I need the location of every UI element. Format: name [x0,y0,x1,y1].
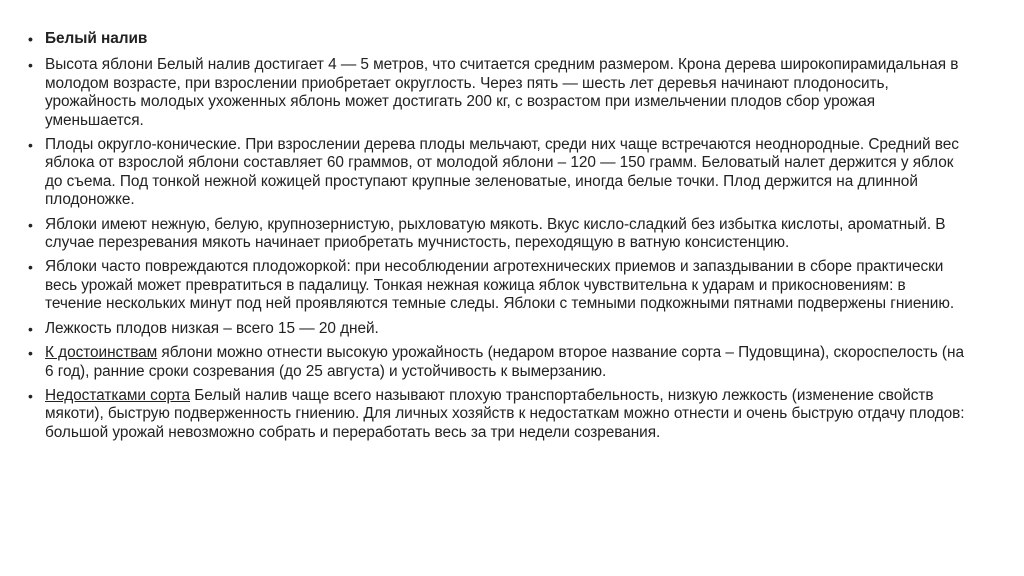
slide-title [26,30,966,48]
list-item-text: Высота яблони Белый налив достигает 4 — 5 метров, что считается средним размером. Крона дерева широкопирамидальная в молодом возрасте, при взрослении приобретает округлость. Через пять — шесть лет деревья начинают плодоносить, урожайность молодых ухоженных яблонь может достигать 200 кг, с возрастом при измельчении плодов сбор урожая уменьшается. [45,56,959,129]
slide-title-text: Белый налив [45,30,148,47]
list-item-storage [26,320,966,338]
bullet-dot: • [28,387,33,404]
list-item-text: яблони можно отнести высокую урожайность (недаром второе название сорта – Пудовщина), скороспелость (на 6 год), ранние сроки созревания (до 25 августа) и устойчивость к вымерзанию. [45,344,964,380]
list-item-damage [26,258,966,313]
list-item-advantages [26,344,966,381]
bullet-dot: • [28,137,33,154]
list-item-text: Яблоки часто повреждаются плодожоркой: при несоблюдении агротехнических приемов и запаздывании в сборе практически весь урожай может превратиться в падалицу. Тонкая нежная кожица яблок чувствительна к ударам и прикосновениям: в течение нескольких минут под ней проявляются темные следы. Яблоки с темными подкожными пятнами подвержены гниению. [45,258,955,313]
list-item-height [26,56,966,130]
list-item-text: Плоды округло-конические. При взрослении дерева плоды мельчают, среди них чаще встречаются неоднородные. Средний вес яблока от взрослой яблони составляет 60 граммов, от молодой яблони – 120 — 150 грамм. Беловатый налет держится у яблок до съема. Под тонкой нежной кожицей проступают крупные зеленоватые, иногда белые точки. Плод держится на длинной плодоножке. [45,136,959,209]
list-item-text: Яблоки имеют нежную, белую, крупнозернистую, рыхловатую мякоть. Вкус кисло-сладкий без избытка кислоты, ароматный. В случае перезревания мякоть начинает приобретать мучнистость, переходящую в ватную консистенцию. [45,215,946,252]
list-item-flesh [26,216,966,253]
bullet-dot: • [28,57,33,74]
disadvantages-lead: Недостатками сорта [45,386,190,404]
list-item-text: Белый налив чаще всего называют плохую транспортабельность, низкую лежкость (изменение свойств мякоти), быструю подверженность гниению. Для личных хозяйств к недостаткам можно отнести и очень быструю отдачу плодов: большой урожай невозможно собрать и переработать весь за три недели созревания. [45,386,965,441]
bullet-dot: • [28,259,33,276]
bullet-list [26,30,966,448]
bullet-dot: • [28,345,33,362]
list-item-text: Лежкость плодов низкая – всего 15 — 20 дней. [45,319,379,337]
list-item-fruits [26,136,966,210]
bullet-dot: • [28,31,33,47]
advantages-lead: К достоинствам [45,344,158,362]
bullet-dot: • [28,320,33,337]
bullet-dot: • [28,216,33,233]
list-item-disadvantages [26,387,966,442]
